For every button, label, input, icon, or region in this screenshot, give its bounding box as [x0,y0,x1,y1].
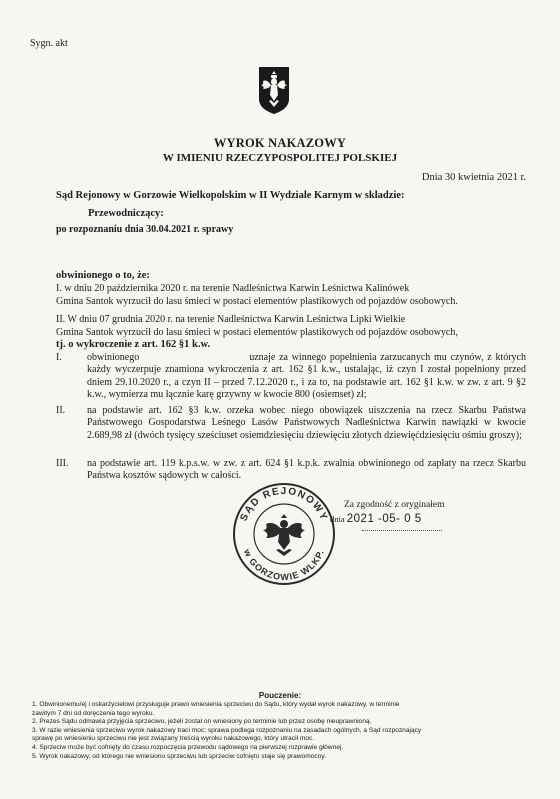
verdict-item-1-number: I. [56,352,62,363]
accused-heading: obwinionego o to, że: [56,270,150,281]
charge-2-line-1: II. W dniu 07 grudnia 2020 r. na terenie Nadleśnictwa Karwin Leśnictwa Lipki Wielkie [56,314,406,325]
verdict-item-3-number: III. [56,458,69,469]
stamp-bottom-text: w GORZOWIE WLKP. [241,547,326,583]
verdict-item-2-number: II. [56,405,66,416]
confirmation-date-value: 2021 -05- 0 5 [346,513,422,525]
confirmation-date-prefix: dnia [330,514,345,524]
charge-1-line-2: Gmina Santok wyrzucił do lasu śmieci w postaci elementów plastikowych od pojazdów osobowych. [56,295,458,307]
verdict-item-1-lead: obwinionego [87,352,140,363]
hearing-date-line: po rozpoznaniu dnia 30.04.2021 r. sprawy [56,224,234,235]
stamp-top-text: SĄD REJONOWY [238,485,330,523]
charge-1-line-1: I. w dniu 20 października 2020 r. na terenie Nadleśnictwa Karwin Leśnictwa Kalinówek [56,283,410,294]
instructions-list [32,701,532,761]
charge-article: tj. o wykroczenie z art. 162 §1 k.w. [56,339,211,350]
confirmation-date [330,513,422,525]
instructions-line: 1. Obwinionemu/ej i oskarżycielowi przysługuje prawo wniesienia sprzeciwu do Sądu, który wydał wyrok nakazowy, w terminie [32,701,400,708]
document-date: Dnia 30 kwietnia 2021 r. [421,172,526,183]
verdict-item-1-text: uznaje za winnego popełnienia zarzucanych mu czynów, z których każdy wyczerpuje znamiona wykroczenia z art. 162 §1 k.w., ustalając, iż czyn I został popełniony przed dniem 29.10.2020 r., a czyn II – przed 7.12.2020 r., i za to, na podstawie art. 162 §1 k.w. w zw. z art. 9 §2 k.w., wymierza mu łącznie karę grzywny w kwocie 800 (osiemset) zł; [87,352,526,401]
charge-2-line-2: Gmina Santok wyrzucił do lasu śmieci w postaci elementów plastikowych od pojazdów osobowych, [56,326,458,338]
confirmation-label: Za zgodność z oryginałem [344,500,445,510]
stamp-eagle-icon [263,514,305,556]
polish-eagle-emblem-icon [257,65,291,115]
signature-line [362,530,442,531]
verdict-item-3-text: na podstawie art. 119 k.p.s.w. w zw. z art. 624 §1 k.p.k. zwalnia obwinionego od zapłaty na rzecz Skarbu Państwa kosztów sądowych w całości. [87,458,526,482]
document-title: WYROK NAKAZOWY [213,136,347,150]
presiding-judge-label: Przewodniczący: [88,208,164,219]
case-signature-label: Sygn. akt [30,38,68,49]
instructions-line: 3. W razie wniesienia sprzeciwu wyrok nakazowy traci moc; sprawa podlega rozpoznaniu na zasadach ogólnych, a Sąd rozpoznający [32,726,422,734]
charge-1 [56,283,526,308]
verdict-item-2 [56,405,526,442]
verdict-item-1 [56,352,526,402]
charge-2 [56,314,526,339]
instructions-title: Pouczenie: [258,691,302,700]
verdict-item-2-text: na podstawie art. 162 §3 k.w. orzeka wobec niego obowiązek uiszczenia na rzecz Skarbu Państwa Państwowego Gospodarstwa Leśnego Lasów Państwowych Nadleśnictwa Karwin nawiązki w kwocie 2.689,98 zł (dwóch tysięcy sześciuset osiemdziesięciu dziewięciu złotych dziewięćdziesięciu ośmiu groszy); [87,405,526,441]
instructions-line: 4. Sprzeciw może być cofnięty do czasu rozpoczęcia przewodu sądowego na pierwszej rozprawie głównej. [32,743,344,751]
court-composition: Sąd Rejonowy w Gorzowie Wielkopolskim w II Wydziale Karnym w składzie: [56,190,405,201]
instructions-line: sprawę po wniesieniu sprzeciwu nie jest związany treścią wyroku nakazowego, który utracił moc. [32,735,315,743]
instructions-line: 5. Wyrok nakazowy, od którego nie wniesiono sprzeciwu lub sprzeciw cofnięto staje się prawomocny. [32,752,326,760]
instructions-line: 2. Prezes Sądu odmawia przyjęcia sprzeciwu, jeżeli został on wniesiony po terminie lub przez osobę nieuprawnioną. [32,718,372,726]
document-subtitle: W IMIENIU RZECZYPOSPOLITEJ POLSKIEJ [162,152,398,164]
court-stamp [230,478,338,586]
instructions-line: zawitym 7 dni od doręczenia tego wyroku. [32,709,155,717]
